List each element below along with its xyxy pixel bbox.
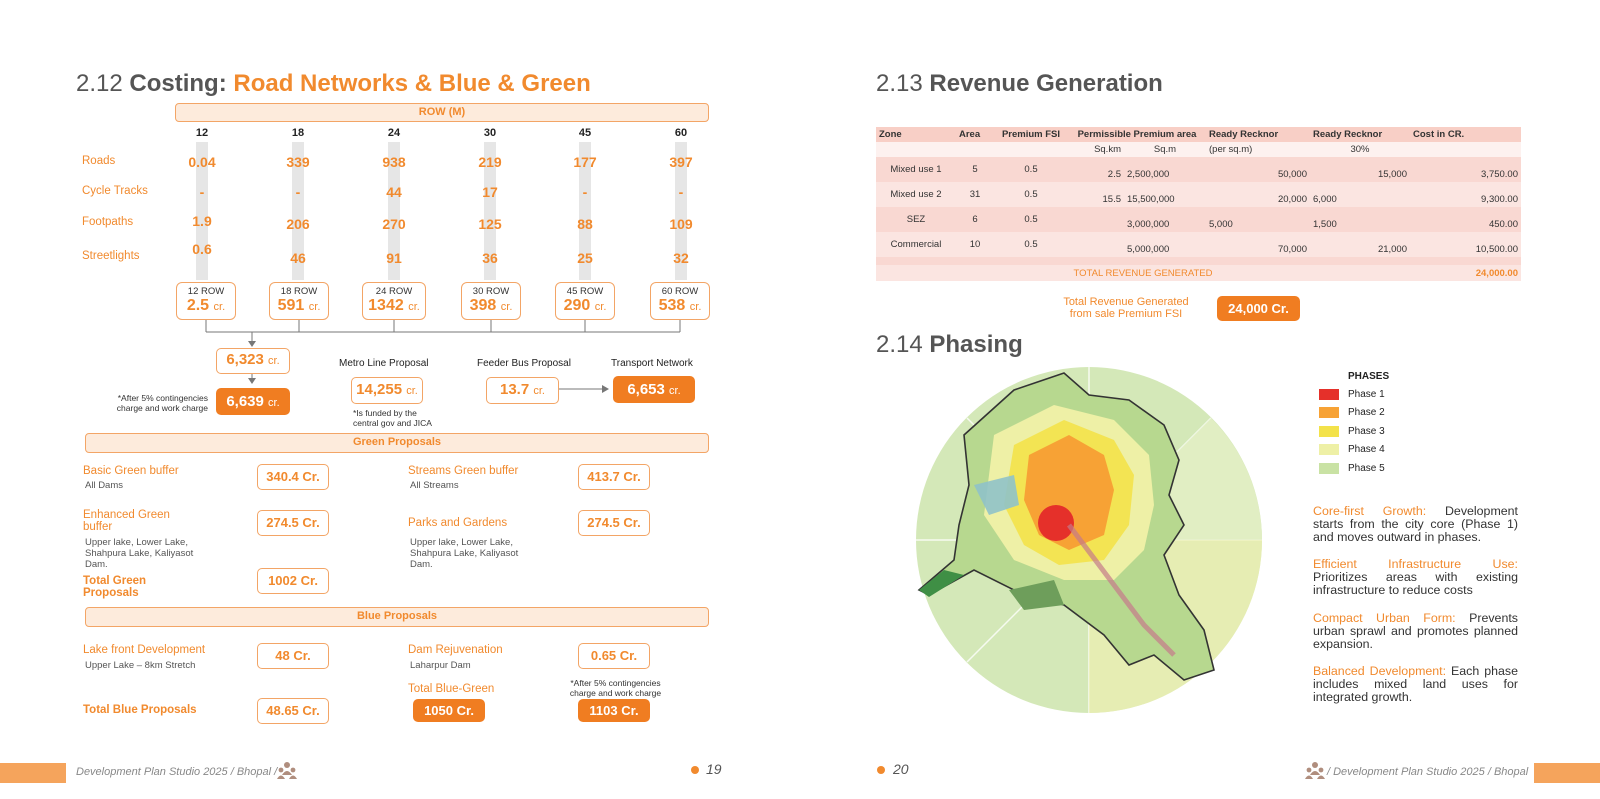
table-cell: 0.6 xyxy=(192,241,212,257)
table-cell: 17 xyxy=(482,184,498,200)
table-cell: 88 xyxy=(577,216,593,232)
final-value: 1103 Cr. xyxy=(578,699,650,722)
subhead: 30% xyxy=(1310,142,1410,157)
legend-item: Phase 3 xyxy=(1319,426,1385,444)
final-note: *After 5% contingencies charge and work charge xyxy=(569,678,662,698)
row-label-streetlights: Streetlights xyxy=(82,250,140,262)
blue-banner: Blue Proposals xyxy=(85,607,709,627)
table-row: Mixed use 2 31 0.5 15.5 15,500,000 20,000 6,000 9,300.00 xyxy=(876,182,1521,207)
table-cell: 0.04 xyxy=(188,154,216,170)
table-cell: 1.9 xyxy=(192,213,212,229)
table-cell: 36 xyxy=(482,250,498,266)
streams-green-value: 413.7 Cr. xyxy=(578,464,650,490)
page-number-right: 20 xyxy=(893,761,909,777)
phasing-map xyxy=(914,365,1264,715)
row-total-45: 45 ROW 290 cr. xyxy=(555,282,615,320)
table-cell: - xyxy=(295,184,301,200)
legend-swatch xyxy=(1319,463,1339,474)
metro-value-box: 14,255 cr. xyxy=(351,377,423,404)
basic-green-sub: All Dams xyxy=(85,480,124,491)
row-total-18: 18 ROW 591 cr. xyxy=(269,282,329,320)
green-banner: Green Proposals xyxy=(85,433,709,453)
revenue-table xyxy=(876,127,1521,281)
table-row: Mixed use 1 5 0.5 2.5 2,500,000 50,000 15,000 3,750.00 xyxy=(876,157,1521,182)
metro-label: Metro Line Proposal xyxy=(339,358,429,369)
revenue-heading: 2.13 Revenue Generation xyxy=(876,70,1163,97)
col-area: Area xyxy=(956,127,994,142)
connector-lines xyxy=(0,0,800,420)
people-icon xyxy=(276,760,298,782)
table-cell: 219 xyxy=(478,154,502,170)
footer-text-left: Development Plan Studio 2025 / Bhopal / xyxy=(76,766,278,778)
basic-green-label: Basic Green buffer xyxy=(83,465,179,477)
col-cost: Cost in CR. xyxy=(1410,127,1521,142)
table-cell: 32 xyxy=(673,250,689,266)
total-green-label: Total Green Proposals xyxy=(83,575,147,599)
enhanced-green-sub: Upper lake, Lower Lake, Shahpura Lake, Kaliyasot Dam. xyxy=(85,537,194,570)
table-cell: 339 xyxy=(286,154,310,170)
footer-text-right: / Development Plan Studio 2025 / Bhopal xyxy=(1327,766,1529,778)
legend-swatch xyxy=(1319,407,1339,418)
page-dot-right xyxy=(877,766,885,774)
parks-sub: Upper lake, Lower Lake, Shahpura Lake, Kaliyasot Dam. xyxy=(410,537,519,570)
streams-green-label: Streams Green buffer xyxy=(408,465,519,477)
paragraph-efficient: Efficient Infrastructure Use: Prioritizes areas with existing infrastructure to reduce costs xyxy=(1313,557,1518,597)
col-zone: Zone xyxy=(876,127,956,142)
column-header: 45 xyxy=(578,127,592,139)
paragraph-compact: Compact Urban Form: Prevents urban sprawl and promotes planned expansion. xyxy=(1313,611,1518,651)
footer-accent-right xyxy=(1534,763,1600,783)
road-total-box: 6,323 cr. xyxy=(216,348,290,374)
table-cell: 44 xyxy=(386,184,402,200)
legend-swatch xyxy=(1319,426,1339,437)
legend-item: Phase 5 xyxy=(1319,463,1385,481)
col-ready-recknor: Ready Recknor xyxy=(1206,127,1310,142)
column-header: 12 xyxy=(195,127,209,139)
blue-green-value: 1050 Cr. xyxy=(413,699,485,722)
legend xyxy=(1319,389,1385,481)
legend-swatch xyxy=(1319,444,1339,455)
row-label-cycle-tracks: Cycle Tracks xyxy=(82,185,148,197)
table-cell: - xyxy=(678,184,684,200)
row-label-footpaths: Footpaths xyxy=(82,216,134,228)
row-total-12: 12 ROW 2.5 cr. xyxy=(176,282,236,320)
row-total-60: 60 ROW 538 cr. xyxy=(650,282,710,320)
legend-title: PHASES xyxy=(1348,371,1390,382)
legend-item: Phase 2 xyxy=(1319,407,1385,425)
legend-swatch xyxy=(1319,389,1339,400)
dam-label: Dam Rejuvenation xyxy=(408,644,503,656)
feeder-label: Feeder Bus Proposal xyxy=(477,358,571,369)
revenue-table-wrap xyxy=(876,127,1521,281)
table-cell: 91 xyxy=(386,250,402,266)
streams-green-sub: All Streams xyxy=(410,480,459,491)
table-cell: - xyxy=(582,184,588,200)
feeder-value-box: 13.7 cr. xyxy=(486,377,559,404)
row-total-24: 24 ROW 1342 cr. xyxy=(362,282,426,320)
column-header: 24 xyxy=(387,127,401,139)
transport-label: Transport Network xyxy=(611,358,693,369)
table-total-row: TOTAL REVENUE GENERATED 24,000.00 xyxy=(876,265,1521,281)
subhead xyxy=(876,142,956,157)
parks-value: 274.5 Cr. xyxy=(578,510,650,536)
row-label-roads: Roads xyxy=(82,155,116,167)
revenue-summary-value: 24,000 Cr. xyxy=(1217,296,1300,321)
table-cell: - xyxy=(199,184,205,200)
total-blue-label: Total Blue Proposals xyxy=(83,704,197,716)
table-cell: 270 xyxy=(382,216,406,232)
table-cell: 177 xyxy=(573,154,597,170)
footer-accent-left xyxy=(0,763,66,783)
page-number-left: 19 xyxy=(706,761,722,777)
enhanced-green-value: 274.5 Cr. xyxy=(257,510,329,536)
parks-label: Parks and Gardens xyxy=(408,517,508,529)
lake-front-label: Lake front Development xyxy=(83,644,206,656)
road-note: *After 5% contingencies charge and work charge xyxy=(116,393,208,413)
total-green-value: 1002 Cr. xyxy=(257,568,329,594)
table-cell: 397 xyxy=(669,154,693,170)
column-header: 60 xyxy=(674,127,688,139)
people-icon xyxy=(1304,760,1326,782)
subhead: Sq.m xyxy=(1124,142,1206,157)
lake-front-sub: Upper Lake – 8km Stretch xyxy=(85,660,196,671)
lake-front-value: 48 Cr. xyxy=(257,643,329,669)
column-header: 18 xyxy=(291,127,305,139)
col-premium-fsi: Premium FSI xyxy=(994,127,1068,142)
metro-note: *Is funded by the central gov and JICA xyxy=(353,408,432,428)
costing-heading: 2.12 Costing: Road Networks & Blue & Green xyxy=(76,70,591,97)
table-cell: 109 xyxy=(669,216,693,232)
table-cell: 206 xyxy=(286,216,310,232)
dam-value: 0.65 Cr. xyxy=(578,643,650,669)
col-ready-recknor-2: Ready Recknor xyxy=(1310,127,1410,142)
enhanced-green-label: Enhanced Green buffer xyxy=(83,509,170,533)
total-blue-value: 48.65 Cr. xyxy=(257,698,329,724)
row-banner: ROW (M) xyxy=(175,103,709,122)
page-dot-left xyxy=(691,766,699,774)
column-header: 30 xyxy=(483,127,497,139)
legend-item: Phase 4 xyxy=(1319,444,1385,462)
blue-green-label: Total Blue-Green xyxy=(408,683,495,695)
table-row: Commercial 10 0.5 5,000,000 70,000 21,000 10,500.00 xyxy=(876,232,1521,257)
revenue-summary-label: Total Revenue Generated from sale Premium FSI xyxy=(1063,296,1189,320)
paragraph-balanced: Balanced Development: Each phase includes mixed land uses for integrated growth. xyxy=(1313,664,1518,704)
phasing-heading: 2.14 Phasing xyxy=(876,331,1023,358)
dam-sub: Laharpur Dam xyxy=(410,660,471,671)
table-row: SEZ 6 0.5 3,000,000 5,000 1,500 450.00 xyxy=(876,207,1521,232)
transport-value-box: 6,653 cr. xyxy=(613,376,695,403)
col-permissible: Permissible Premium area xyxy=(1068,127,1206,142)
subhead xyxy=(994,142,1068,157)
legend-item: Phase 1 xyxy=(1319,389,1385,407)
subhead: Sq.km xyxy=(1068,142,1124,157)
basic-green-value: 340.4 Cr. xyxy=(257,464,329,490)
table-cell: 25 xyxy=(577,250,593,266)
subhead xyxy=(956,142,994,157)
paragraph-core-first: Core-first Growth: Development starts from the city core (Phase 1) and moves outward in phases. xyxy=(1313,504,1518,544)
subhead xyxy=(1410,142,1521,157)
road-total-final-box: 6,639 cr. xyxy=(216,388,290,415)
table-cell: 938 xyxy=(382,154,406,170)
table-cell: 125 xyxy=(478,216,502,232)
table-cell: 46 xyxy=(290,250,306,266)
subhead: (per sq.m) xyxy=(1206,142,1310,157)
row-total-30: 30 ROW 398 cr. xyxy=(461,282,521,320)
